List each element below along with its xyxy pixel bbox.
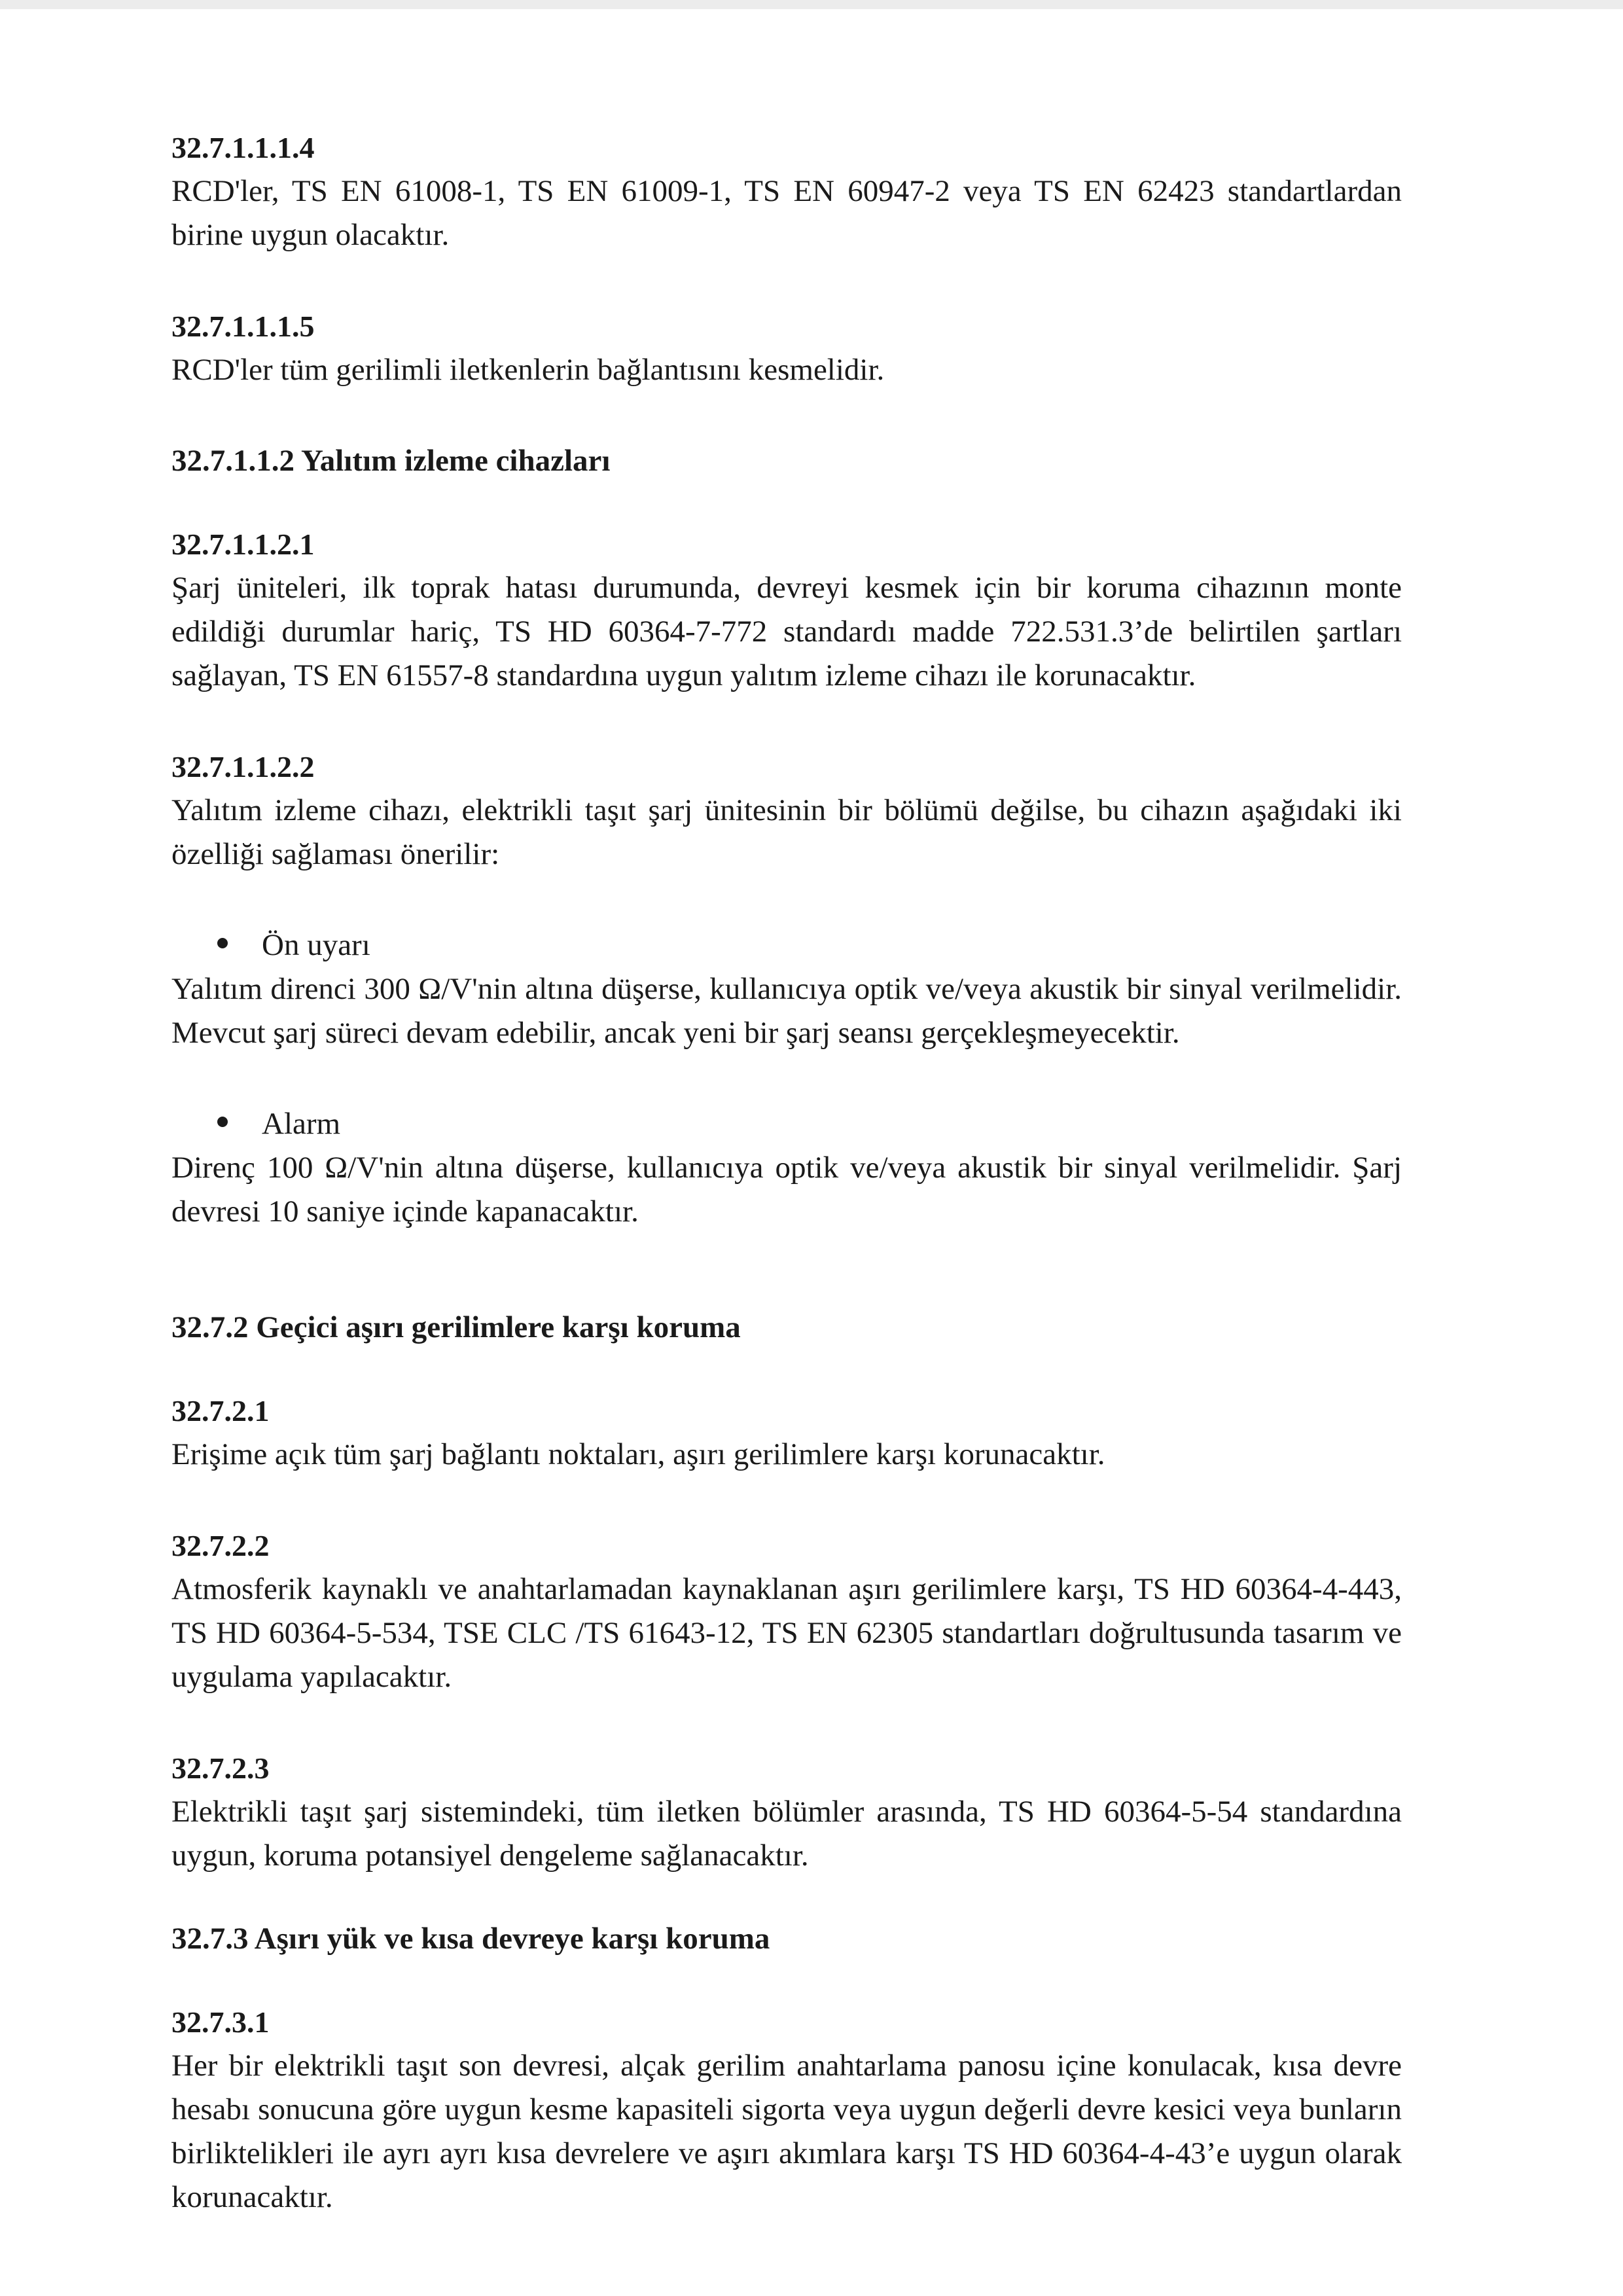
section-code: 32.7.1.1.2.1 (171, 528, 315, 561)
document-body (171, 126, 1402, 2219)
bullet-icon (217, 938, 228, 948)
heading-overload-short-circuit: 32.7.3 Aşırı yük ve kısa devreye karşı koruma (171, 1922, 770, 1956)
section-text: Şarj üniteleri, ilk toprak hatası durumunda, devreyi kesmek için bir koruma cihazının monte edildiği durumlar hariç, TS HD 60364-7-772 standardı madde 722.531.3’de belirtilen şartları sağlayan, TS EN 61557-8 standardına uygun yalıtım izleme cihazı ile korunacaktır. (171, 571, 1402, 692)
section-text: Her bir elektrikli taşıt son devresi, alçak gerilim anahtarlama panosu içine konulacak, kısa devre hesabı sonucuna göre uygun kesme kapasiteli sigorta veya uygun değerli devre kesici veya bunların birliktelikleri ile ayrı ayrı kısa devrelere ve aşırı akımlara karşı TS HD 60364-4-43’e uygun olarak korunacaktır. (171, 2049, 1402, 2214)
bullet-label: Ön uyarı (262, 928, 370, 962)
section-32-7-2-3 (171, 1746, 1402, 1878)
section-32-7-2-2 (171, 1524, 1402, 1699)
section-text: RCD'ler, TS EN 61008-1, TS EN 61009-1, TS EN 60947-2 veya TS EN 62423 standartlardan birine uygun olacaktır. (171, 174, 1402, 252)
bullet-pre-warning (171, 924, 1402, 1055)
section-32-7-2-1 (171, 1389, 1402, 1477)
bullet-item (171, 924, 1402, 967)
bullet-alarm (171, 1102, 1402, 1234)
bullet-icon (217, 1117, 228, 1127)
bullet-text: Direnç 100 Ω/V'nin altına düşerse, kullanıcıya optik ve/veya akustik bir sinyal verilmelidir. Şarj devresi 10 saniye içinde kapanacaktır. (171, 1151, 1402, 1229)
section-32-7-1-1-2-2 (171, 745, 1402, 876)
section-code: 32.7.1.1.2.2 (171, 750, 315, 783)
section-code: 32.7.2.3 (171, 1751, 270, 1785)
section-code: 32.7.2.2 (171, 1529, 270, 1562)
section-code: 32.7.1.1.1.4 (171, 131, 315, 164)
section-32-7-1-1-1-4 (171, 126, 1402, 257)
section-32-7-1-1-2-1 (171, 522, 1402, 698)
scan-top-edge (0, 0, 1623, 9)
heading-insulation-monitoring: 32.7.1.1.2 Yalıtım izleme cihazları (171, 444, 611, 478)
section-code: 32.7.3.1 (171, 2005, 270, 2039)
section-text: Yalıtım izleme cihazı, elektrikli taşıt şarj ünitesinin bir bölümü değilse, bu cihazın aşağıdaki iki özelliği sağlaması önerilir: (171, 793, 1402, 871)
section-code: 32.7.1.1.1.5 (171, 310, 315, 343)
section-text: Atmosferik kaynaklı ve anahtarlamadan kaynaklanan aşırı gerilimlere karşı, TS HD 60364-4-443, TS HD 60364-5-534, TSE CLC /TS 61643-12, TS EN 62305 standartları doğrultusunda tasarım ve uygulama yapılacaktır. (171, 1572, 1402, 1694)
section-text: Elektrikli taşıt şarj sistemindeki, tüm iletken bölümler arasında, TS HD 60364-5-54 standardına uygun, koruma potansiyel dengeleme sağlanacaktır. (171, 1795, 1402, 1873)
section-text: RCD'ler tüm gerilimli iletkenlerin bağlantısını kesmelidir. (171, 353, 885, 387)
section-text: Erişime açık tüm şarj bağlantı noktaları, aşırı gerilimlere karşı korunacaktır. (171, 1437, 1105, 1471)
bullet-label: Alarm (262, 1107, 341, 1141)
section-code: 32.7.2.1 (171, 1394, 270, 1427)
heading-transient-overvoltage: 32.7.2 Geçici aşırı gerilimlere karşı koruma (171, 1310, 741, 1344)
section-32-7-3-1 (171, 2000, 1402, 2219)
section-32-7-1-1-1-5 (171, 304, 1402, 392)
bullet-item (171, 1102, 1402, 1146)
bullet-text: Yalıtım direnci 300 Ω/V'nin altına düşerse, kullanıcıya optik ve/veya akustik bir sinyal verilmelidir. Mevcut şarj süreci devam edebilir, ancak yeni bir şarj seansı gerçekleşmeyecektir. (171, 972, 1402, 1050)
